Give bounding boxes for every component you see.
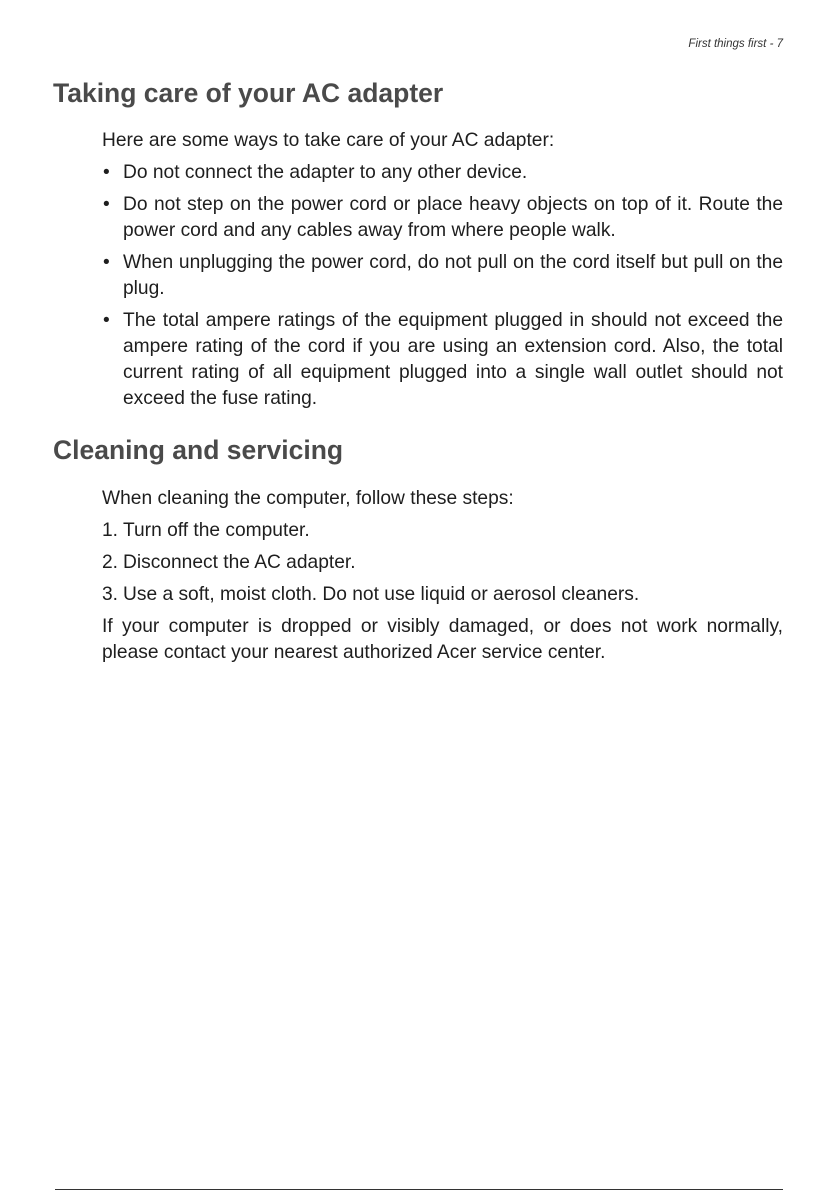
intro-paragraph: When cleaning the computer, follow these steps: [102,488,514,509]
bullet-marker: • [103,310,110,331]
step-text: Disconnect the AC adapter. [123,552,356,573]
bullet-text: When unplugging the power cord, do not pull on the cord itself but pull on the plug. [123,252,783,299]
intro-paragraph: Here are some ways to take care of your AC adapter: [102,130,555,151]
bullet-marker: • [103,162,110,183]
step-number: 1. [102,520,119,541]
footer-rule [55,1189,783,1190]
bullet-text: Do not connect the adapter to any other device. [123,162,528,183]
step-item [102,582,783,608]
bullet-marker: • [103,252,110,273]
bullet-marker: • [103,194,110,215]
bullet-item [102,250,783,302]
section-heading-ac-adapter: Taking care of your AC adapter [53,78,444,108]
bullet-text: Do not step on the power cord or place heavy objects on top of it. Route the power cord and any cables away from where people walk. [123,194,783,241]
step-item [102,550,783,576]
step-number: 3. [102,584,119,605]
closing-paragraph: If your computer is dropped or visibly damaged, or does not work normally, please contact your nearest authorized Acer service center. [102,616,783,663]
cleaning-step-list [102,518,783,608]
step-number: 2. [102,552,119,573]
step-item [102,518,783,544]
bullet-text: The total ampere ratings of the equipment plugged in should not exceed the ampere rating of the cord if you are using an extension cord. Also, the total current rating of all equipment plugged into a single wall outlet should not exceed the fuse rating. [123,310,783,409]
care-bullet-list [102,160,783,412]
bullet-item [102,192,783,244]
step-text: Turn off the computer. [123,520,310,541]
step-text: Use a soft, moist cloth. Do not use liquid or aerosol cleaners. [123,584,640,605]
section-body-cleaning [102,486,783,666]
running-header: First things first - 7 [688,38,783,50]
bullet-item [102,160,783,186]
section-heading-cleaning: Cleaning and servicing [53,435,344,465]
bullet-item [102,308,783,412]
section-body-ac-adapter [102,128,783,418]
